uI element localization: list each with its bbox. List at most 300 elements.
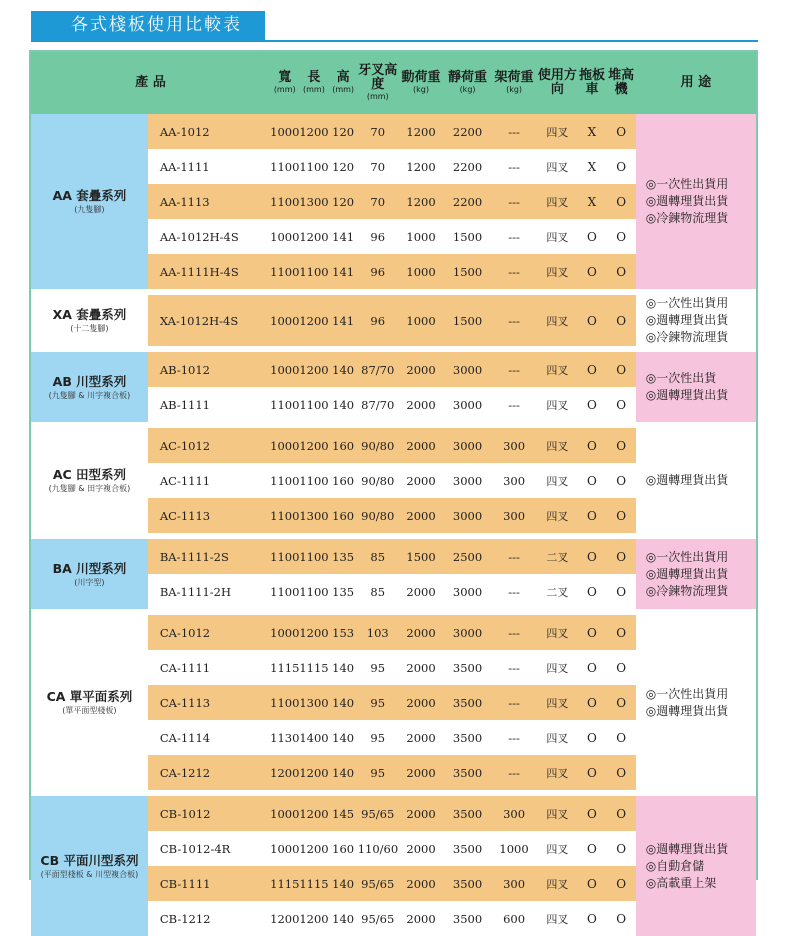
usage-item: ◎週轉理貨出貨 <box>645 194 729 208</box>
width-cell: 1115 <box>270 866 299 901</box>
model-cell: AB-1012 <box>148 352 270 387</box>
rack-load-cell: --- <box>491 295 538 346</box>
usage-item: ◎一次性出貨 <box>645 371 717 385</box>
rack-load-cell: 300 <box>491 428 538 463</box>
direction-cell: 四叉 <box>537 796 577 831</box>
stacker-cell: O <box>607 114 636 149</box>
width-cell: 1100 <box>270 184 299 219</box>
pallet-truck-cell: O <box>577 428 606 463</box>
fork-height-cell: 103 <box>358 615 398 650</box>
stacker-cell: O <box>607 755 636 790</box>
header-usage: 用 途 <box>636 52 756 114</box>
model-cell: CB-1111 <box>148 866 270 901</box>
direction-cell: 四叉 <box>537 498 577 533</box>
series-subtitle: (單平面型棧板) <box>62 706 117 715</box>
direction-cell: 四叉 <box>546 661 569 675</box>
fork-height-cell: 90/80 <box>361 473 395 488</box>
static-load-cell: 3500 <box>452 841 483 856</box>
stacker-cell: O <box>607 295 636 346</box>
static-load-cell: 3000 <box>452 473 483 488</box>
header-stacker: 堆高機 <box>607 52 636 114</box>
stacker-cell: O <box>616 473 627 488</box>
length-cell: 1200 <box>299 755 328 790</box>
fork-height-cell: 95 <box>358 685 398 720</box>
series-subtitle: (十二隻腳) <box>70 324 109 333</box>
fork-height-cell: 95/65 <box>358 866 398 901</box>
table-row <box>31 352 756 387</box>
rack-load-cell: --- <box>508 229 520 244</box>
direction-cell: 四叉 <box>537 755 577 790</box>
header-row <box>31 52 756 114</box>
direction-cell: 四叉 <box>537 866 577 901</box>
usage-item: ◎週轉理貨出貨 <box>645 473 729 487</box>
width-cell: 1200 <box>270 755 299 790</box>
dynamic-load-cell: 2000 <box>398 352 445 387</box>
height-cell: 160 <box>329 498 358 533</box>
usage-item: ◎一次性出貨用 <box>645 177 729 191</box>
width-cell: 1000 <box>270 114 299 149</box>
width-cell: 1000 <box>270 796 299 831</box>
fork-height-cell: 96 <box>358 295 398 346</box>
stacker-cell: O <box>616 660 627 675</box>
dynamic-load-cell: 2000 <box>406 660 436 675</box>
series-name: XA 套疊系列 <box>52 307 127 322</box>
pallet-truck-cell: O <box>577 755 606 790</box>
fork-height-cell: 90/80 <box>358 428 398 463</box>
fork-height-cell: 90/80 <box>358 498 398 533</box>
usage-item: ◎週轉理貨出貨 <box>645 566 729 581</box>
stacker-cell: O <box>607 615 636 650</box>
static-load-cell: 1500 <box>444 254 491 289</box>
table-row <box>31 295 756 346</box>
usage-item: ◎冷鍊物流理貨 <box>645 330 729 344</box>
direction-cell: 四叉 <box>537 615 577 650</box>
pallet-truck-cell: O <box>577 352 606 387</box>
header-width: 寬 (mm) <box>270 52 299 114</box>
model-cell: CB-1212 <box>159 911 211 926</box>
length-cell: 1200 <box>299 428 328 463</box>
dynamic-load-cell: 2000 <box>398 498 445 533</box>
usage-item: ◎高載重上架 <box>645 875 717 890</box>
stacker-cell: O <box>607 352 636 387</box>
length-cell: 1100 <box>299 397 329 412</box>
fork-height-cell: 85 <box>370 584 386 599</box>
direction-cell: 四叉 <box>546 731 569 745</box>
pallet-truck-cell: O <box>577 615 606 650</box>
dynamic-load-cell: 2000 <box>398 755 445 790</box>
pallet-truck-cell: X <box>577 184 606 219</box>
height-cell: 160 <box>332 473 355 488</box>
length-cell: 1100 <box>299 254 328 289</box>
series-subtitle: (川字型) <box>74 577 105 587</box>
model-cell: AA-1111 <box>159 159 210 174</box>
stacker-cell: O <box>607 866 636 901</box>
static-load-cell: 3500 <box>444 755 491 790</box>
pallet-truck-cell: O <box>577 539 606 574</box>
height-cell: 153 <box>329 615 358 650</box>
stacker-cell: O <box>607 254 636 289</box>
table-title: 各式棧板使用比較表 <box>31 11 265 40</box>
header-fork-height: 牙叉高度 (mm) <box>358 52 398 114</box>
pallet-truck-cell: O <box>587 473 597 488</box>
direction-cell: 四叉 <box>537 254 577 289</box>
height-cell: 140 <box>329 685 358 720</box>
pallet-truck-cell: O <box>577 866 606 901</box>
rack-load-cell: --- <box>508 159 520 174</box>
stacker-cell: O <box>616 397 627 412</box>
length-cell: 1300 <box>299 685 328 720</box>
header-rack-load: 架荷重 (kg) <box>491 52 538 114</box>
usage-item: ◎自動倉儲 <box>645 858 705 873</box>
width-cell: 1000 <box>270 428 299 463</box>
stacker-cell: O <box>616 159 627 174</box>
length-cell: 1200 <box>299 352 328 387</box>
dynamic-load-cell: 2000 <box>398 428 445 463</box>
pallet-truck-cell: O <box>587 841 597 856</box>
dynamic-load-cell: 1000 <box>398 254 445 289</box>
header-direction: 使用方向 <box>537 52 577 114</box>
width-cell: 1000 <box>270 229 300 244</box>
pallet-truck-cell: O <box>587 730 597 745</box>
fork-height-cell: 96 <box>370 229 386 244</box>
height-cell: 135 <box>329 539 358 574</box>
model-cell: CA-1212 <box>148 755 270 790</box>
usage-item: ◎週轉理貨出貨 <box>645 388 729 402</box>
height-cell: 141 <box>329 295 358 346</box>
width-cell: 1100 <box>270 397 300 412</box>
width-cell: 1000 <box>270 615 299 650</box>
dynamic-load-cell: 2000 <box>398 615 445 650</box>
model-cell: BA-1111-2H <box>159 584 231 599</box>
width-cell: 1000 <box>270 352 299 387</box>
model-cell: CA-1012 <box>148 615 270 650</box>
rack-load-cell: --- <box>491 114 538 149</box>
series-cell <box>31 114 148 289</box>
model-cell: CB-1012-4R <box>159 841 231 856</box>
direction-cell: 二叉 <box>546 585 569 599</box>
fork-height-cell: 95 <box>370 730 386 745</box>
pallet-truck-cell: O <box>587 584 597 599</box>
fork-height-cell: 95 <box>370 660 386 675</box>
length-cell: 1100 <box>299 473 329 488</box>
dynamic-load-cell: 1200 <box>398 184 445 219</box>
length-cell: 1200 <box>299 295 328 346</box>
model-cell: AB-1111 <box>159 397 210 412</box>
model-cell: XA-1012H-4S <box>148 295 270 346</box>
static-load-cell: 1500 <box>452 229 483 244</box>
pallet-truck-cell: O <box>587 229 597 244</box>
usage-cell <box>636 615 756 790</box>
model-cell: AA-1113 <box>148 184 270 219</box>
direction-cell: 四叉 <box>546 474 569 488</box>
header-height: 高 (mm) <box>329 52 358 114</box>
fork-height-cell: 85 <box>358 539 398 574</box>
static-load-cell: 3000 <box>444 615 491 650</box>
model-cell: AA-1012 <box>148 114 270 149</box>
dynamic-load-cell: 2000 <box>406 911 436 926</box>
length-cell: 1115 <box>299 866 328 901</box>
header-pallet-truck: 拖板車 <box>577 52 606 114</box>
rack-load-cell: --- <box>491 254 538 289</box>
static-load-cell: 3000 <box>452 397 483 412</box>
rack-load-cell: 1000 <box>499 841 529 856</box>
rack-load-cell: --- <box>491 615 538 650</box>
direction-cell: 四叉 <box>537 685 577 720</box>
dynamic-load-cell: 2000 <box>406 584 436 599</box>
usage-item: ◎週轉理貨出貨 <box>645 703 729 718</box>
direction-cell: 四叉 <box>546 912 569 926</box>
usage-cell <box>636 352 756 422</box>
length-cell: 1115 <box>299 660 329 675</box>
width-cell: 1000 <box>270 295 299 346</box>
stacker-cell: O <box>607 539 636 574</box>
stacker-cell: O <box>607 428 636 463</box>
model-cell: AA-1111H-4S <box>148 254 270 289</box>
direction-cell: 四叉 <box>546 842 569 856</box>
dynamic-load-cell: 1500 <box>398 539 445 574</box>
rack-load-cell: --- <box>491 184 538 219</box>
dynamic-load-cell: 2000 <box>406 473 436 488</box>
pallet-truck-cell: X <box>577 114 606 149</box>
fork-height-cell: 87/70 <box>361 397 395 412</box>
direction-cell: 四叉 <box>546 398 569 412</box>
rack-load-cell: --- <box>491 685 538 720</box>
height-cell: 140 <box>329 866 358 901</box>
model-cell: CA-1111 <box>159 660 211 675</box>
dynamic-load-cell: 1200 <box>398 114 445 149</box>
dynamic-load-cell: 2000 <box>398 685 445 720</box>
usage-item: ◎冷鍊物流理貨 <box>645 211 729 225</box>
static-load-cell: 3500 <box>444 796 491 831</box>
stacker-cell: O <box>616 584 627 599</box>
rack-load-cell: 300 <box>503 473 526 488</box>
table-row <box>31 114 756 149</box>
table-row <box>31 539 756 574</box>
rack-load-cell: 300 <box>491 498 538 533</box>
rack-load-cell: 600 <box>503 911 526 926</box>
width-cell: 1100 <box>270 685 299 720</box>
height-cell: 120 <box>329 184 358 219</box>
model-cell: AC-1111 <box>159 473 211 488</box>
static-load-cell: 3500 <box>452 660 483 675</box>
static-load-cell: 3500 <box>452 911 483 926</box>
pallet-truck-cell: O <box>577 796 606 831</box>
series-name: BA 川型系列 <box>52 560 127 576</box>
fork-height-cell: 70 <box>358 184 398 219</box>
height-cell: 140 <box>329 755 358 790</box>
series-cell <box>31 352 148 422</box>
height-cell: 120 <box>329 114 358 149</box>
static-load-cell: 3500 <box>452 730 483 745</box>
width-cell: 1200 <box>270 911 300 926</box>
fork-height-cell: 87/70 <box>358 352 398 387</box>
table-row <box>31 615 756 650</box>
direction-cell: 四叉 <box>537 428 577 463</box>
series-subtitle: (九隻腳) <box>74 205 105 214</box>
title-underline <box>31 40 758 42</box>
fork-height-cell: 70 <box>358 114 398 149</box>
usage-cell <box>636 295 756 346</box>
static-load-cell: 2500 <box>444 539 491 574</box>
table-body <box>31 114 756 936</box>
height-cell: 140 <box>329 352 358 387</box>
series-subtitle: (九隻腳 & 田字複合板) <box>48 484 131 493</box>
series-cell <box>31 428 148 533</box>
stacker-cell: O <box>616 911 627 926</box>
model-cell: AC-1113 <box>148 498 270 533</box>
header-dynamic-load: 動荷重 (kg) <box>398 52 445 114</box>
series-cell <box>31 295 148 346</box>
width-cell: 1130 <box>270 730 300 745</box>
direction-cell: 四叉 <box>537 184 577 219</box>
dynamic-load-cell: 2000 <box>398 866 445 901</box>
static-load-cell: 2200 <box>444 114 491 149</box>
length-cell: 1100 <box>299 159 329 174</box>
direction-cell: 四叉 <box>546 230 569 244</box>
table-row <box>31 796 756 831</box>
rack-load-cell: 300 <box>491 866 538 901</box>
dynamic-load-cell: 1000 <box>398 295 445 346</box>
direction-cell: 四叉 <box>537 352 577 387</box>
usage-item: ◎一次性出貨用 <box>645 296 729 310</box>
length-cell: 1200 <box>299 229 329 244</box>
static-load-cell: 2200 <box>444 184 491 219</box>
series-cell <box>31 796 148 936</box>
height-cell: 120 <box>332 159 355 174</box>
pallet-truck-cell: O <box>577 254 606 289</box>
width-cell: 1100 <box>270 473 300 488</box>
height-cell: 145 <box>329 796 358 831</box>
model-cell: CA-1113 <box>148 685 270 720</box>
height-cell: 141 <box>329 254 358 289</box>
stacker-cell: O <box>616 841 627 856</box>
fork-height-cell: 96 <box>358 254 398 289</box>
length-cell: 1200 <box>299 615 328 650</box>
length-cell: 1300 <box>299 498 328 533</box>
series-name: CA 單平面系列 <box>46 689 133 704</box>
dynamic-load-cell: 1200 <box>406 159 436 174</box>
series-subtitle: (平面型棧板 & 川型複合板) <box>40 869 139 879</box>
model-cell: AA-1012H-4S <box>159 229 239 244</box>
usage-item: ◎週轉理貨出貨 <box>645 313 729 327</box>
rack-load-cell: --- <box>491 352 538 387</box>
height-cell: 135 <box>332 584 355 599</box>
usage-item: ◎一次性出貨用 <box>645 686 729 701</box>
length-cell: 1400 <box>299 730 329 745</box>
header-static-load: 靜荷重 (kg) <box>444 52 491 114</box>
table-row <box>31 428 756 463</box>
stacker-cell: O <box>607 184 636 219</box>
direction-cell: 四叉 <box>537 114 577 149</box>
header-length: 長 (mm) <box>299 52 328 114</box>
length-cell: 1100 <box>299 584 329 599</box>
dynamic-load-cell: 1000 <box>406 229 436 244</box>
length-cell: 1200 <box>299 796 328 831</box>
model-cell: CB-1012 <box>148 796 270 831</box>
pallet-truck-cell: O <box>587 397 597 412</box>
height-cell: 160 <box>329 428 358 463</box>
rack-load-cell: --- <box>508 660 520 675</box>
rack-load-cell: --- <box>491 755 538 790</box>
length-cell: 1100 <box>299 539 328 574</box>
fork-height-cell: 110/60 <box>357 841 398 856</box>
length-cell: 1300 <box>299 184 328 219</box>
series-cell <box>31 615 148 790</box>
stacker-cell: O <box>616 730 627 745</box>
direction-cell: 四叉 <box>546 160 569 174</box>
usage-cell <box>636 796 756 936</box>
model-cell: CA-1114 <box>159 730 211 745</box>
stacker-cell: O <box>607 498 636 533</box>
width-cell: 1100 <box>270 584 300 599</box>
direction-cell: 二叉 <box>537 539 577 574</box>
pallet-comparison-table <box>31 52 756 936</box>
pallet-truck-cell: X <box>587 159 597 174</box>
static-load-cell: 3000 <box>444 428 491 463</box>
height-cell: 160 <box>332 841 355 856</box>
stacker-cell: O <box>607 796 636 831</box>
series-cell <box>31 539 148 609</box>
width-cell: 1115 <box>270 660 300 675</box>
model-cell: BA-1111-2S <box>148 539 270 574</box>
series-subtitle: (九隻腳 & 川字複合板) <box>48 390 131 400</box>
fork-height-cell: 95 <box>358 755 398 790</box>
series-name: CB 平面川型系列 <box>40 852 139 868</box>
usage-cell <box>636 539 756 609</box>
usage-item: ◎冷鍊物流理貨 <box>645 583 729 598</box>
rack-load-cell: 300 <box>491 796 538 831</box>
width-cell: 1100 <box>270 159 300 174</box>
static-load-cell: 1500 <box>444 295 491 346</box>
stacker-cell: O <box>616 229 627 244</box>
usage-cell <box>636 428 756 533</box>
pallet-truck-cell: O <box>577 295 606 346</box>
static-load-cell: 3000 <box>444 352 491 387</box>
height-cell: 140 <box>332 730 355 745</box>
direction-cell: 四叉 <box>537 295 577 346</box>
usage-item: ◎週轉理貨出貨 <box>645 841 729 856</box>
height-cell: 140 <box>332 397 355 412</box>
length-cell: 1200 <box>299 841 329 856</box>
height-cell: 140 <box>332 911 355 926</box>
pallet-truck-cell: O <box>577 498 606 533</box>
series-name: AB 川型系列 <box>52 373 127 389</box>
rack-load-cell: --- <box>508 584 520 599</box>
header-product: 產 品 <box>31 52 270 114</box>
series-name: AC 田型系列 <box>52 467 127 482</box>
fork-height-cell: 70 <box>370 159 386 174</box>
series-name: AA 套疊系列 <box>52 188 127 203</box>
dynamic-load-cell: 2000 <box>406 730 436 745</box>
rack-load-cell: --- <box>491 539 538 574</box>
height-cell: 140 <box>332 660 355 675</box>
static-load-cell: 3500 <box>444 685 491 720</box>
static-load-cell: 3000 <box>444 498 491 533</box>
stacker-cell: O <box>607 685 636 720</box>
width-cell: 1100 <box>270 254 299 289</box>
rack-load-cell: --- <box>508 730 520 745</box>
width-cell: 1100 <box>270 539 299 574</box>
length-cell: 1200 <box>299 911 329 926</box>
pallet-truck-cell: O <box>577 685 606 720</box>
height-cell: 141 <box>332 229 355 244</box>
pallet-truck-cell: O <box>587 660 597 675</box>
dynamic-load-cell: 2000 <box>406 841 436 856</box>
usage-cell <box>636 114 756 289</box>
length-cell: 1200 <box>299 114 328 149</box>
width-cell: 1100 <box>270 498 299 533</box>
model-cell: AC-1012 <box>148 428 270 463</box>
